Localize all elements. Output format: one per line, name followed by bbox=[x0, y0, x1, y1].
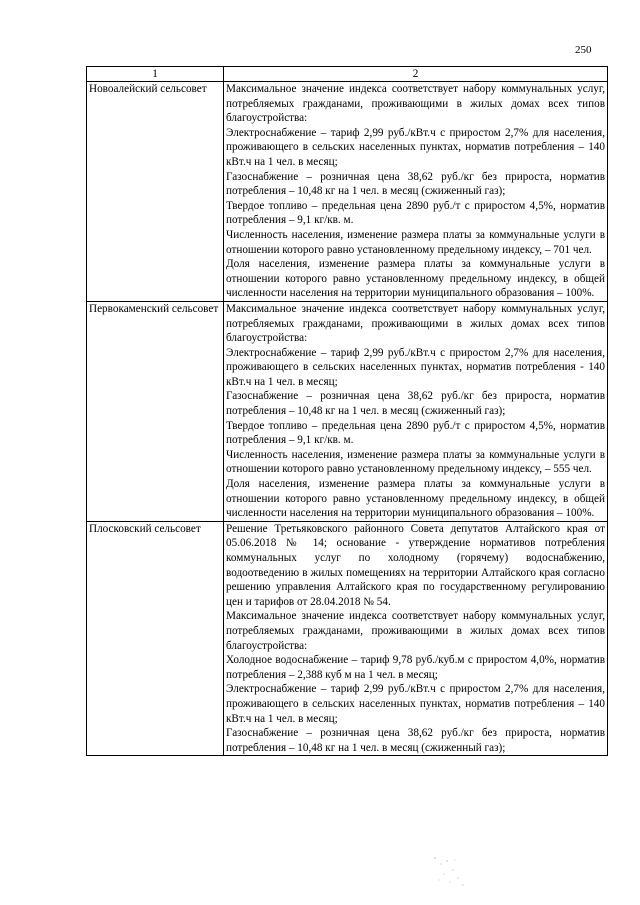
column-header-1: 1 bbox=[87, 67, 224, 82]
settlement-name: Плосковский сельсовет bbox=[87, 521, 224, 756]
description-paragraph: Газоснабжение – розничная цена 38,62 руб./кг без прироста, норматив потребления – 10,48 кг на 1 чел. в месяц (сжиженный газ); bbox=[226, 390, 605, 418]
column-header-2: 2 bbox=[224, 67, 608, 82]
table-row bbox=[87, 82, 608, 302]
description-paragraph: Электроснабжение – тариф 2,99 руб./кВт.ч с приростом 2,7% для населения, проживающего в сельских населенных пунктах, норматив потребления - 140 кВт.ч на 1 чел. в месяц; bbox=[226, 346, 605, 388]
description-paragraph: Твердое топливо – предельная цена 2890 руб./т с приростом 4,5%, норматив потребления – 9,1 кг/кв. м. bbox=[226, 419, 605, 447]
settlement-name: Новоалейский сельсовет bbox=[87, 82, 224, 302]
description-paragraph: Доля населения, изменение размера платы за коммунальные услуги в отношении которого равно установленному предельному индексу, в общей численности населения на территории муниципального образования – 100%. bbox=[226, 478, 605, 520]
description-paragraph: Численность населения, изменение размера платы за коммунальные услуги в отношении которого равно установленному предельному индексу, – 555 чел. bbox=[226, 448, 605, 476]
municipal-index-table bbox=[86, 66, 608, 756]
description-paragraph: Максимальное значение индекса соответствует набору коммунальных услуг, потребляемых гражданами, проживающими в жилых домах всех типов благоустройства: bbox=[226, 302, 605, 345]
settlement-description bbox=[224, 82, 608, 302]
settlement-description bbox=[224, 521, 608, 756]
table-header-row bbox=[87, 67, 608, 82]
description-paragraph: Газоснабжение – розничная цена 38,62 руб./кг без прироста, норматив потребления – 10,48 кг на 1 чел. в месяц (сжиженный газ); bbox=[226, 170, 605, 198]
description-paragraph: Максимальное значение индекса соответствует набору коммунальных услуг, потребляемых гражданами, проживающими в жилых домах всех типов благоустройства: bbox=[226, 610, 605, 652]
description-paragraph: Электроснабжение – тариф 2,99 руб./кВт.ч с приростом 2,7% для населения, проживающего в сельских населенных пунктах, норматив потребления – 140 кВт.ч на 1 чел. в месяц; bbox=[226, 126, 605, 168]
description-paragraph: Решение Третьяковского районного Совета депутатов Алтайского края от 05.06.2018 № 14; основание - утверждение нормативов потребления коммунальных услуг по холодному (горячему) водоснабжению, водоотведению в жилых помещениях на территории Алтайского края согласно решению управления Алтайского края по государственному регулированию цен и тарифов от 28.04.2018 № 54. bbox=[226, 522, 605, 608]
page-number: 250 bbox=[575, 44, 592, 56]
description-paragraph: Доля населения, изменение размера платы за коммунальные услуги в отношении которого равно установленному предельному индексу, в общей численности населения на территории муниципального образования – 100%. bbox=[226, 258, 605, 300]
description-paragraph: Максимальное значение индекса соответствует набору коммунальных услуг, потребляемых гражданами, проживающими в жилых домах всех типов благоустройства: bbox=[226, 83, 605, 125]
description-paragraph: Численность населения, изменение размера платы за коммунальные услуги в отношении которого равно установленному предельному индексу, – 701 чел. bbox=[226, 228, 605, 256]
description-paragraph: Электроснабжение – тариф 2,99 руб./кВт.ч с приростом 2,7% для населения, проживающего в сельских населенных пунктах, норматив потребления – 140 кВт.ч на 1 чел. в месяц; bbox=[226, 683, 605, 725]
settlement-description bbox=[224, 301, 608, 521]
table-row bbox=[87, 301, 608, 521]
description-paragraph: Холодное водоснабжение – тариф 9,78 руб./куб.м с приростом 4,0%, норматив потребления – 2,388 куб м на 1 чел. в месяц; bbox=[226, 654, 605, 681]
settlement-name: Первокаменский сельсовет bbox=[87, 301, 224, 521]
description-paragraph: Твердое топливо – предельная цена 2890 руб./т с приростом 4,5%, норматив потребления – 9,1 кг/кв. м. bbox=[226, 199, 605, 227]
scan-noise-mark bbox=[425, 852, 485, 892]
table-row bbox=[87, 521, 608, 756]
description-paragraph: Газоснабжение – розничная цена 38,62 руб./кг без прироста, норматив потребления – 10,48 кг на 1 чел. в месяц (сжиженный газ); bbox=[226, 727, 605, 754]
